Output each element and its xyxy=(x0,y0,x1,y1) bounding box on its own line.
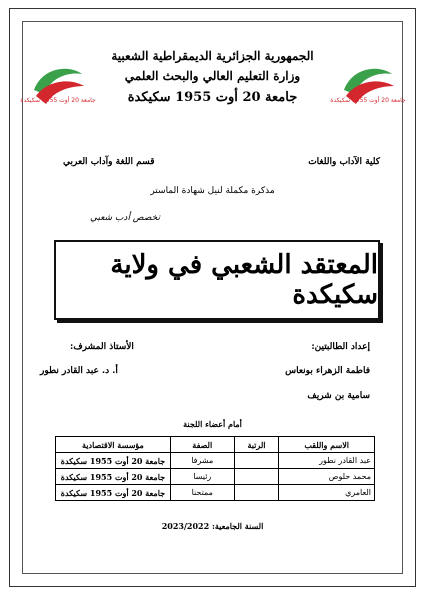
university-line: جامعة 20 أوت 1955 سكيكدة xyxy=(127,90,298,105)
table-header-cell: الصفة xyxy=(170,437,234,453)
table-row xyxy=(56,469,375,485)
thesis-title: المعتقد الشعبي في ولاية سكيكدة xyxy=(110,250,378,310)
committee-label: أمام أعضاء اللجنة xyxy=(183,419,242,429)
thesis-title-box xyxy=(54,240,380,320)
table-cell: مشرفا xyxy=(170,453,234,469)
supervisor-label: الأستاذ المشرف: xyxy=(70,342,134,352)
table-header-cell: الاسم واللقب xyxy=(279,437,375,453)
committee-table xyxy=(55,436,375,501)
table-row xyxy=(56,453,375,469)
logo-left-text: جامعة 20 أوت 1955 سكيكدة xyxy=(20,97,96,104)
student-name-2: سامية بن شريف xyxy=(307,391,370,401)
faculty-name: كلية الآداب واللغات xyxy=(308,157,380,167)
table-cell: عبد القادر نطور xyxy=(279,453,375,469)
ministry-line: وزارة التعليم العالي والبحث العلمي xyxy=(124,69,301,83)
table-row xyxy=(56,485,375,501)
table-cell xyxy=(234,485,279,501)
table-cell xyxy=(234,453,279,469)
logo-right-text: جامعة 20 أوت 1955 سكيكدة xyxy=(330,97,406,104)
specialty-line: تخصص أدب شعبي xyxy=(90,213,160,223)
supervisor-name: أ. د. عبد القادر نطور xyxy=(40,366,118,376)
academic-year: السنة الجامعية: 2023/2022 xyxy=(161,521,264,531)
table-header-cell: الرتبة xyxy=(234,437,279,453)
department-name: قسم اللغة وآداب العربي xyxy=(63,157,155,167)
table-cell: رئيسا xyxy=(170,469,234,485)
republic-line: الجمهورية الجزائرية الديمقراطية الشعبية xyxy=(111,49,314,63)
prepared-by-label: إعداد الطالبتين: xyxy=(311,342,370,352)
table-cell: جامعة 20 أوت 1955 سكيكدة xyxy=(56,485,171,501)
table-header-row xyxy=(56,437,375,453)
memo-line: مذكرة مكملة لنيل شهادة الماستر xyxy=(150,186,275,196)
table-cell: ممتحنا xyxy=(170,485,234,501)
table-cell xyxy=(234,469,279,485)
student-name-1: فاطمة الزهراء بونعاس xyxy=(285,366,370,376)
table-cell: جامعة 20 أوت 1955 سكيكدة xyxy=(56,469,171,485)
table-header-cell: مؤسسة الاقتصادية xyxy=(56,437,171,453)
table-cell: العامري xyxy=(279,485,375,501)
table-cell: محمد حلوص xyxy=(279,469,375,485)
table-cell: جامعة 20 أوت 1955 سكيكدة xyxy=(56,453,171,469)
